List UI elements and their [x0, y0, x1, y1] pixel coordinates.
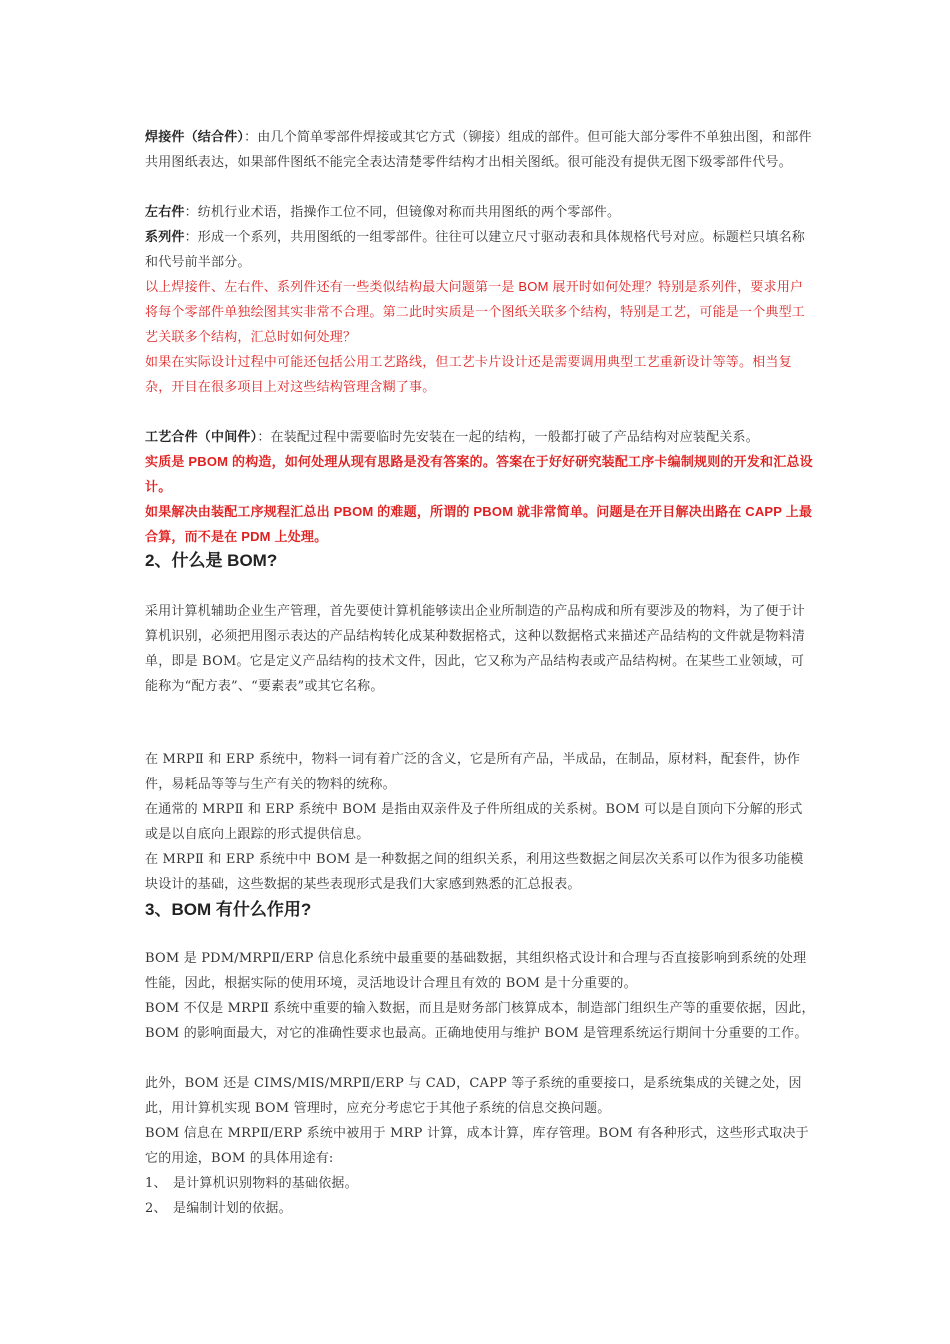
mid-part-text: ：在装配过程中需要临时先安装在一起的结构，一般都打破了产品结构对应装配关系。 [257, 430, 759, 445]
mid-part-term: 工艺合件（中间件） [145, 429, 258, 444]
list-item [145, 1171, 815, 1196]
left-right-text: ：纺机行业术语，指操作工位不同，但镜像对称而共用图纸的两个零部件。 [184, 205, 621, 220]
series-definition [145, 224, 815, 275]
list-text: 是编制计划的依据。 [173, 1201, 292, 1216]
weld-term: 焊接件（结合件） [145, 129, 245, 144]
weld-definition [145, 124, 815, 175]
section-2-para-3: 在通常的 MRPⅡ 和 ERP 系统中 BOM 是指由双亲件及子件所组成的关系树。BOM 可以是自顶向下分解的形式或是以自底向上跟踪的形式提供信息。 [145, 802, 803, 842]
section-2-heading: 2、什么是 BOM? [145, 551, 278, 570]
bold-red-note-2: 如果解决由装配工序规程汇总出 PBOM 的难题，所谓的 PBOM 就非常简单。问题是在开目解决出路在 CAPP 上最合算，而不是在 PDM 上处理。 [145, 504, 813, 544]
list-item [145, 1196, 815, 1221]
section-2-para-2: 在 MRPⅡ 和 ERP 系统中，物料一词有着广泛的含义，它是所有产品，半成品，在制品，原材料，配套件，协作件，易耗品等等与生产有关的物料的统称。 [145, 752, 801, 792]
list-number: 1、 [145, 1176, 167, 1191]
red-note-2: 如果在实际设计过程中可能还包括公用工艺路线，但工艺卡片设计还是需要调用典型工艺重新设计等等。相当复杂，开目在很多项目上对这些结构管理含糊了事。 [145, 354, 792, 394]
series-term: 系列件 [145, 229, 185, 244]
section-3-para-3: 此外，BOM 还是 CIMS/MIS/MRPⅡ/ERP 与 CAD，CAPP 等子系统的重要接口，是系统集成的关键之处，因此，用计算机实现 BOM 管理时，应充分考虑它于其他子系统的信息交换问题。 [145, 1076, 802, 1116]
mid-part-definition [145, 424, 823, 450]
weld-text: ：由几个简单零部件焊接或其它方式（铆接）组成的部件。但可能大部分零件不单独出图，和部件共用图纸表达，如果部件图纸不能完全表达清楚零件结构才出相关图纸。很可能没有提供无图下级零部件代号。 [145, 130, 812, 170]
section-3-para-1: BOM 是 PDM/MRPⅡ/ERP 信息化系统中最重要的基础数据，其组织格式设计和合理与否直接影响到系统的处理性能，因此，根据实际的使用环境，灵活地设计合理且有效的 BOM 是十分重要的。 [145, 951, 807, 991]
list-text: 是计算机识别物料的基础依据。 [173, 1176, 358, 1191]
section-3-para-2: BOM 不仅是 MRPⅡ 系统中重要的输入数据，而且是财务部门核算成本，制造部门组织生产等的重要依据，因此，BOM 的影响面最大，对它的准确性要求也最高。正确地使用与维护 BOM 是管理系统运行期间十分重要的工作。 [145, 1001, 815, 1041]
list-number: 2、 [145, 1201, 167, 1216]
section-2-para-1: 采用计算机辅助企业生产管理，首先要使计算机能够读出企业所制造的产品构成和所有要涉及的物料，为了便于计算机识别，必须把用图示表达的产品结构转化成某种数据格式，这种以数据格式来描述产品结构的文件就是物料清单，即是 BOM。它是定义产品结构的技术文件，因此，它又称为产品结构表或产品结构树。在某些工业领域，可能称为“配方表”、“要素表”或其它名称。 [145, 604, 806, 694]
usage-list [145, 1171, 815, 1221]
section-2-para-4: 在 MRPⅡ 和 ERP 系统中中 BOM 是一种数据之间的组织关系，利用这些数据之间层次关系可以作为很多功能模块设计的基础，这些数据的某些表现形式是我们大家感到熟悉的汇总报表。 [145, 852, 804, 892]
left-right-term: 左右件 [145, 204, 185, 219]
bold-red-note-1: 实质是 PBOM 的构造，如何处理从现有思路是没有答案的。答案在于好好研究装配工序卡编制规则的开发和汇总设计。 [145, 454, 813, 494]
left-right-definition [145, 199, 815, 225]
red-note-1: 以上焊接件、左右件、系列件还有一些类似结构最大问题第一是 BOM 展开时如何处理？特别是系列件，要求用户将每个零部件单独绘图其实非常不合理。第二此时实质是一个图纸关联多个结构，特别是工艺，可能是一个典型工艺关联多个结构，汇总时如何处理？ [145, 279, 806, 344]
section-3-para-4: BOM 信息在 MRPⅡ/ERP 系统中被用于 MRP 计算，成本计算，库存管理。BOM 有各种形式，这些形式取决于它的用途，BOM 的具体用途有: [145, 1126, 809, 1166]
section-3-heading: 3、BOM 有什么作用? [145, 900, 312, 919]
series-text: ：形成一个系列，共用图纸的一组零部件。往往可以建立尺寸驱动表和具体规格代号对应。标题栏只填名称和代号前半部分。 [145, 230, 806, 270]
